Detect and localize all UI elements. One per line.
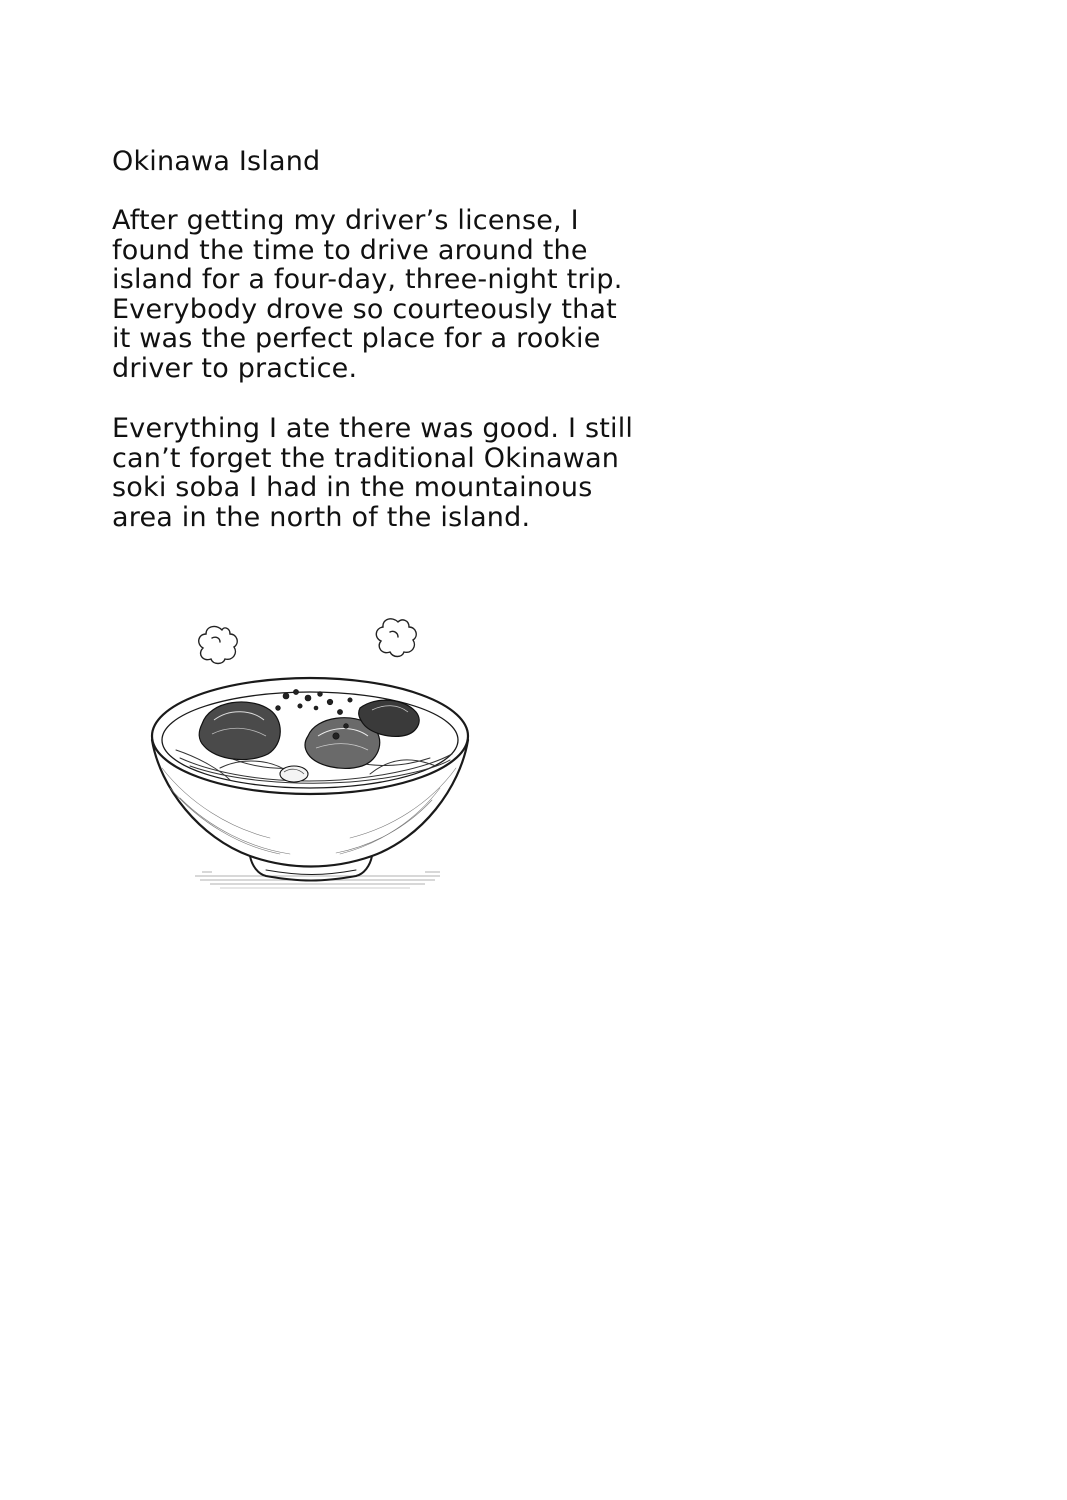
pork-rib-left <box>199 702 280 760</box>
paragraph-line: After getting my driver’s license, I <box>112 205 579 236</box>
soba-bowl-illustration <box>140 608 480 908</box>
paragraph-food <box>112 414 633 532</box>
paragraph-line: driver to practice. <box>112 352 358 384</box>
paragraph-line: can’t forget the traditional Okinawan <box>112 442 620 474</box>
bowl <box>152 678 468 881</box>
steam-right-icon <box>376 619 416 657</box>
paragraph-line: it was the perfect place for a rookie <box>112 323 601 355</box>
steam-left-icon <box>199 627 237 664</box>
paragraph-driving <box>112 206 622 384</box>
paragraph-line: area in the north of the island. <box>112 501 531 533</box>
paragraph-line: soki soba I had in the mountainous <box>112 472 593 504</box>
paragraph-line: Everybody drove so courteously that <box>112 293 617 325</box>
paragraph-line: found the time to drive around the <box>112 234 588 266</box>
fish-cake <box>280 766 308 782</box>
paragraph-line: Everything I ate there was good. I still <box>112 413 634 444</box>
paragraph-line: island for a four-day, three-night trip. <box>112 264 623 296</box>
page-title: Okinawa Island <box>112 146 321 177</box>
